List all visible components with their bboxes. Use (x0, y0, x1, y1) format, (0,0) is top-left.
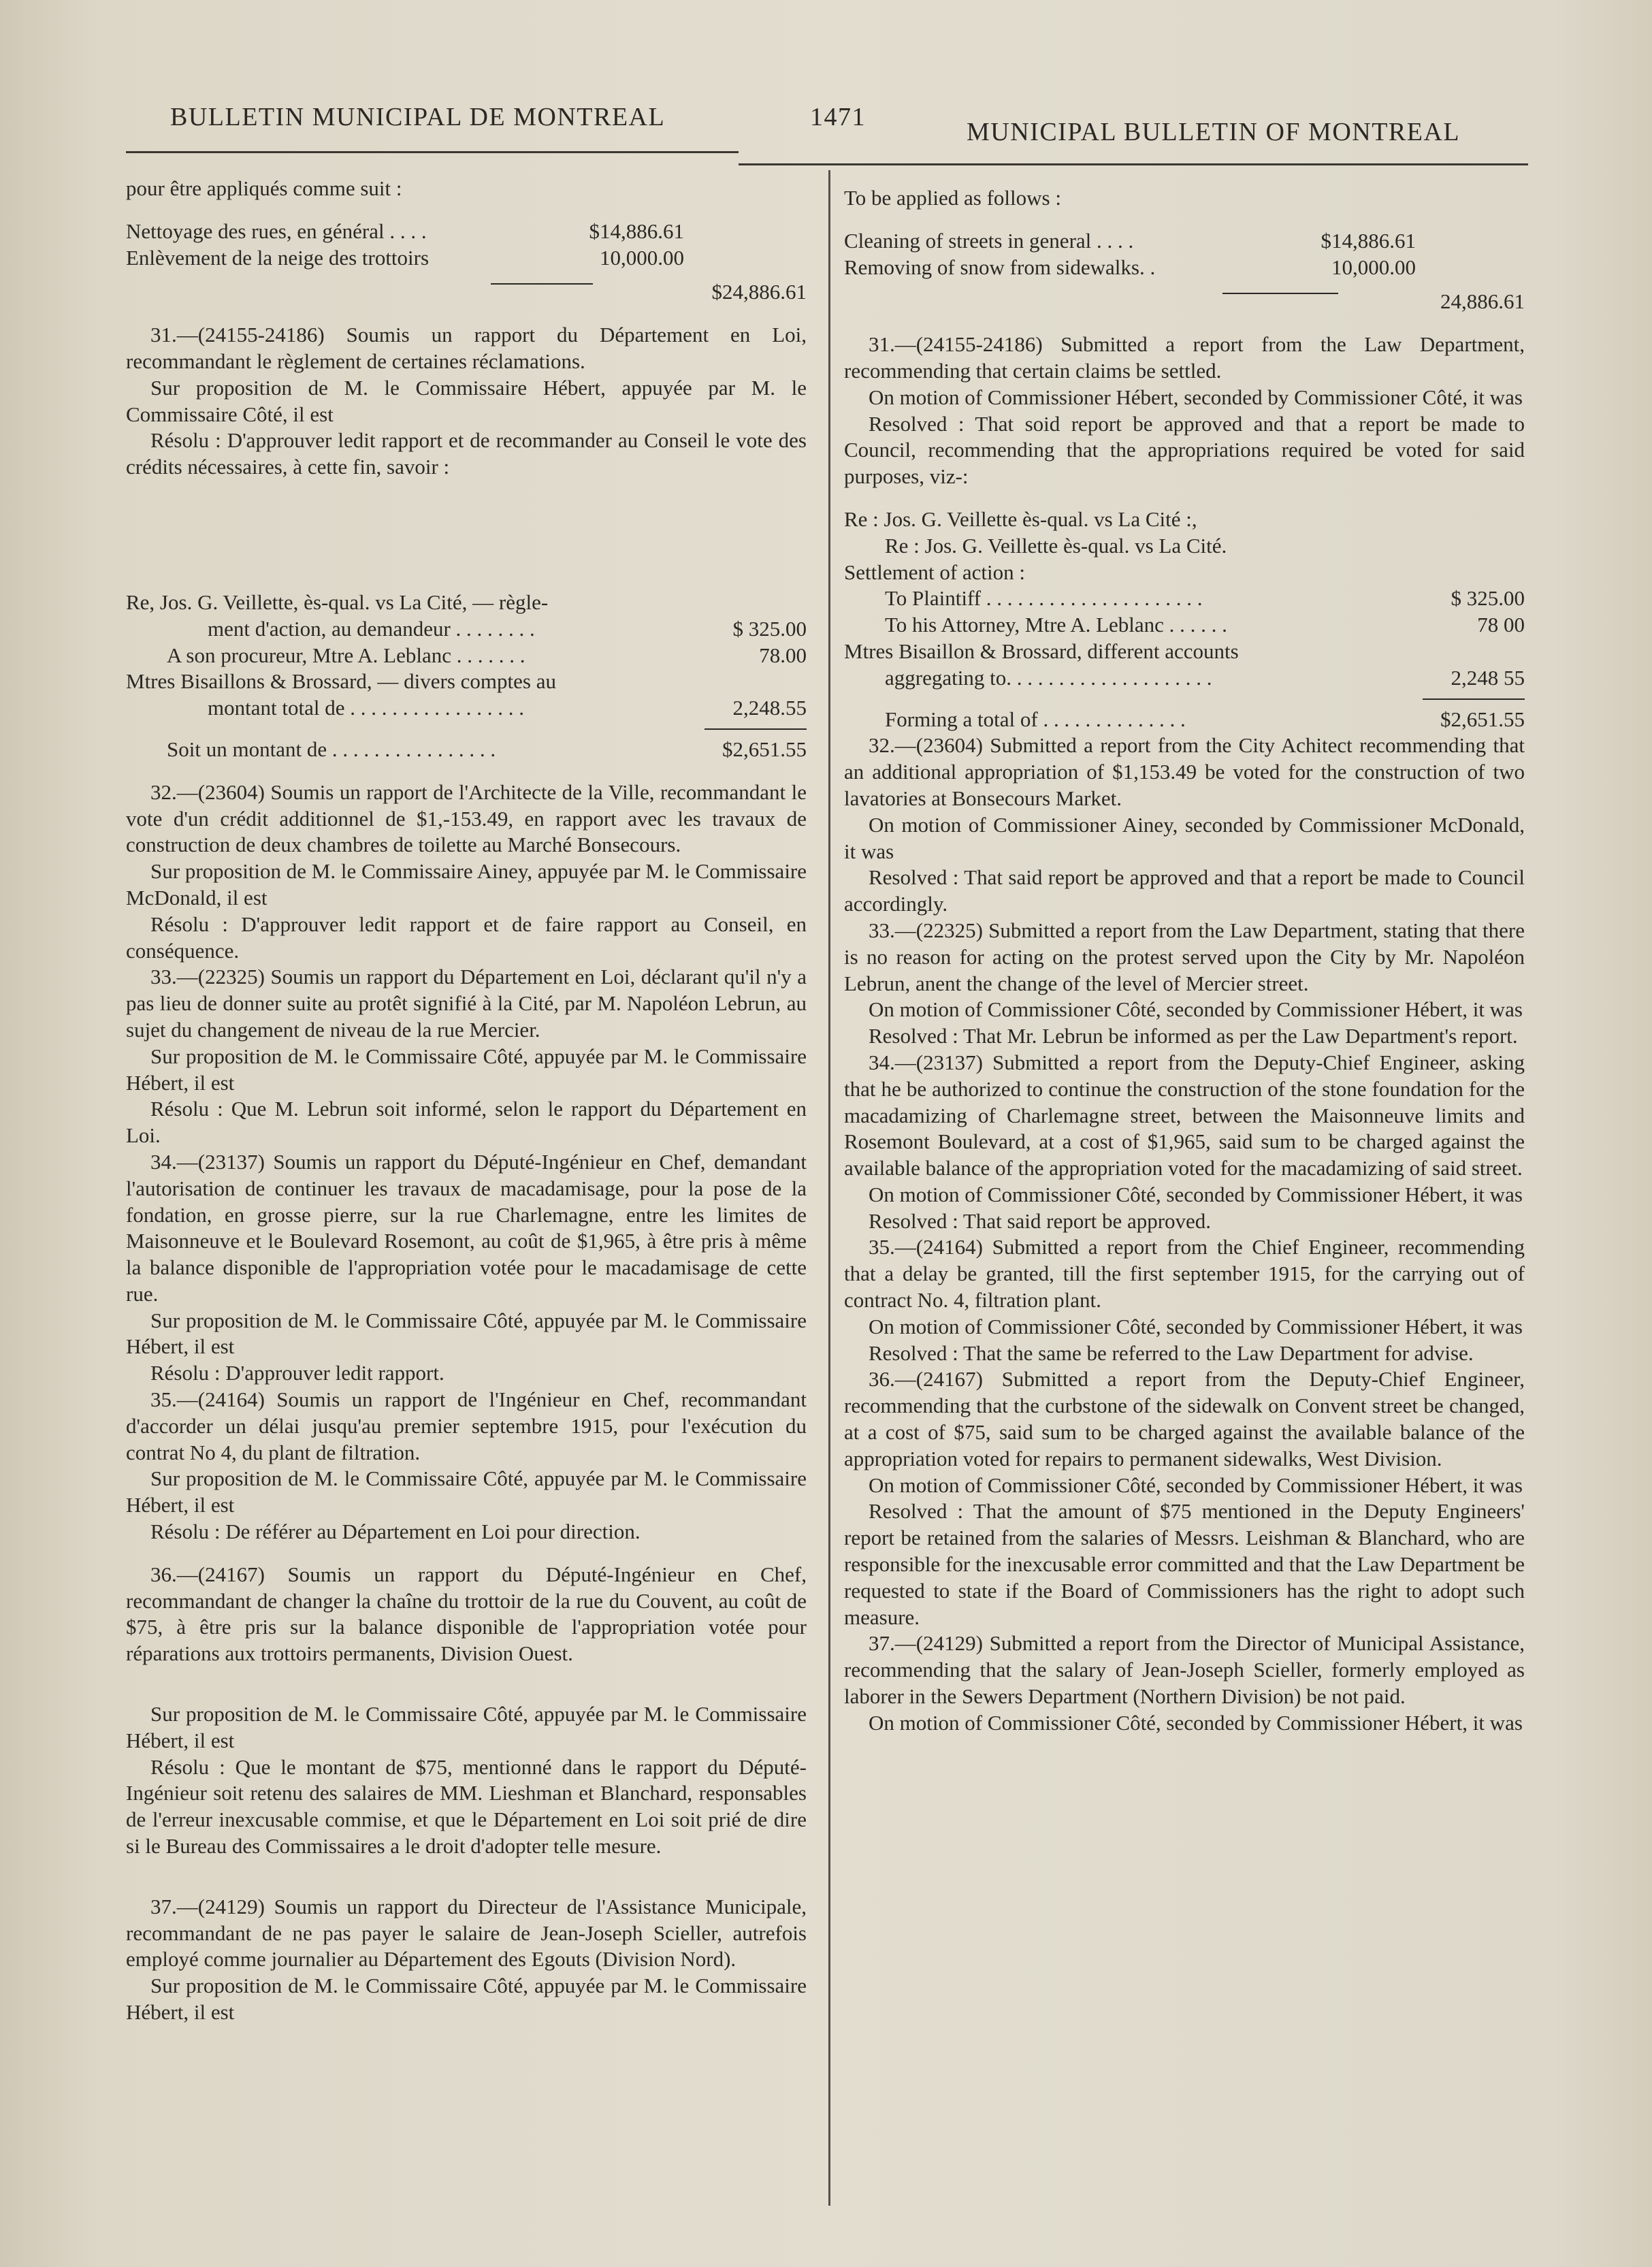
en-claim-text: To his Attorney, Mtre A. Leblanc . . . . . . (885, 613, 1227, 637)
en-item-35-motion: On motion of Commissioner Côté, seconded by Commissioner Hébert, it was (869, 1314, 1523, 1338)
en-claim-text: Mtres Bisaillon & Brossard, different accounts (844, 639, 1239, 663)
fr-total-row (126, 737, 807, 763)
english-column (844, 185, 1525, 1737)
fr-item-37: 37.—(24129) Soumis un rapport du Directeur de l'Assistance Municipale, recommandant de ne pas payer le salaire de Jean-Joseph Scieller, autrefois employé comme journalier au Département des Egouts (Division Nord). (126, 1894, 807, 1972)
fr-item-amount: 10,000.00 (600, 245, 684, 270)
en-item-37: 37.—(24129) Submitted a report from the Director of Municipal Assistance, recommending that the salary of Jean-Joseph Scieller, formerly employed as laborer in the Sewers Department (Northern Division) be not paid. (844, 1631, 1525, 1709)
en-item-35: 35.—(24164) Submitted a report from the Chief Engineer, recommending that a delay be granted, till the first september 1915, for the carrying out of contract No. 4, filtration plant. (844, 1235, 1525, 1313)
en-item-label: Removing of snow from sidewalks. . (844, 255, 1156, 279)
en-claim-line (844, 507, 1525, 533)
header-rule-left (126, 151, 739, 153)
en-claim-line (844, 639, 1525, 665)
fr-item-33-motion: Sur proposition de M. le Commissaire Côté, appuyée par M. le Commissaire Hébert, il est (126, 1044, 807, 1095)
en-subtotal-row (844, 280, 1525, 315)
fr-claim-line (126, 669, 807, 695)
fr-item-36-motion: Sur proposition de M. le Commissaire Côté, appuyée par M. le Commissaire Hébert, il est (126, 1702, 807, 1752)
fr-item-35-motion: Sur proposition de M. le Commissaire Côté, appuyée par M. le Commissaire Hébert, il est (126, 1466, 807, 1517)
en-item-36-resolution: Resolved : That the amount of $75 mentioned in the Deputy Engineers' report be retained from the salaries of Messrs. Leishman & Blanchard, who are responsible for the inexcusable error committed and that the Law Department be requested to state if the Board of Commissioners has the right to adopt such measure. (844, 1499, 1525, 1629)
fr-item-33-resolution: Résolu : Que M. Lebrun soit informé, selon le rapport du Département en Loi. (126, 1097, 807, 1148)
fr-claim-amount: 78.00 (759, 643, 807, 667)
fr-claim-text: Re, Jos. G. Veillette, ès-qual. vs La Cité, — règle- (126, 590, 549, 614)
en-item-amount: 10,000.00 (1331, 255, 1416, 279)
en-item-32-motion: On motion of Commissioner Ainey, seconded by Commissioner McDonald, it was (844, 812, 1525, 863)
fr-claim-text: ment d'action, au demandeur . . . . . . . . (208, 616, 535, 641)
en-claim-text: Re : Jos. G. Veillette ès-qual. vs La Cité. (885, 533, 1227, 558)
page-number: 1471 (810, 103, 866, 131)
en-total-row (844, 707, 1525, 733)
en-subtotal: 24,886.61 (1440, 289, 1525, 314)
en-item-35-resolution: Resolved : That the same be referred to the Law Department for advise. (869, 1340, 1474, 1365)
column-divider (828, 170, 830, 2206)
fr-claim-amount: 2,248.55 (732, 696, 807, 720)
fr-item-31-motion: Sur proposition de M. le Commissaire Hébert, appuyée par M. le Commissaire Côté, il est (126, 375, 807, 426)
en-item-31: 31.—(24155-24186) Submitted a report from the Law Department, recommending that certain claims be settled. (844, 332, 1525, 383)
en-item-amount: $14,886.61 (1321, 228, 1416, 253)
fr-item-32: 32.—(23604) Soumis un rapport de l'Architecte de la Ville, recommandant le vote d'un crédit additionnel de $1,-153.49, en rapport avec les travaux de construction de deux chambres de toilette au Marché Bonsecours. (126, 779, 807, 857)
en-item-34-resolution: Resolved : That said report be approved. (869, 1208, 1212, 1233)
en-item-37-motion: On motion of Commissioner Côté, seconded by Commissioner Hébert, it was (869, 1710, 1523, 1735)
fr-subtotal: $24,886.61 (711, 280, 807, 304)
fr-item-34-motion: Sur proposition de M. le Commissaire Côté, appuyée par M. le Commissaire Hébert, il est (126, 1308, 807, 1359)
en-claim-line (844, 612, 1525, 639)
fr-item-31-resolution: Résolu : D'approuver ledit rapport et de recommander au Conseil le vote des crédits nécessaires, à cette fin, savoir : (126, 428, 807, 479)
en-total-amount: $2,651.55 (1440, 707, 1525, 731)
fr-claim-text: A son procureur, Mtre A. Leblanc . . . . . . . (167, 643, 525, 667)
en-item-33: 33.—(22325) Submitted a report from the Law Department, stating that there is no reason for acting on the protest served upon the City by Mr. Napoléon Lebrun, anent the change of the level of Mercier street. (844, 918, 1525, 995)
fr-item-34: 34.—(23137) Soumis un rapport du Député-Ingénieur en Chef, demandant l'autorisation de continuer les travaux de macadamisage, pour la pose de la fondation, en grosse pierre, sur la rue Charlemagne, entre les limites de Maisonneuve et le Boulevard Rosemont, au coût de $1,965, à être pris à même la balance disponible de l'appropriation votée pour le macadamisage de cette rue. (126, 1149, 807, 1306)
en-claim-text: Re : Jos. G. Veillette ès-qual. vs La Cité :, (844, 507, 1197, 531)
french-column (126, 176, 807, 2026)
en-item-33-resolution: Resolved : That Mr. Lebrun be informed as per the Law Department's report. (869, 1024, 1518, 1048)
header-rule-right (739, 163, 1528, 165)
en-item-32-resolution: Resolved : That said report be approved and that a report be made to Council accordingly. (844, 865, 1525, 916)
fr-item-35: 35.—(24164) Soumis un rapport de l'Ingénieur en Chef, recommandant d'accorder un délai jusqu'au premier septembre 1915, pour l'exécution du contrat No 4, du plant de filtration. (126, 1387, 807, 1464)
fr-item-label: Nettoyage des rues, en général . . . . (126, 219, 427, 243)
en-claim-amount: $ 325.00 (1451, 586, 1525, 611)
fr-claim-text: montant total de . . . . . . . . . . . . . . . . . (208, 696, 524, 720)
header-left-title: BULLETIN MUNICIPAL DE MONTREAL (170, 103, 666, 131)
en-item-34-motion: On motion of Commissioner Côté, seconded by Commissioner Hébert, it was (869, 1182, 1523, 1206)
en-claim-text: aggregating to. . . . . . . . . . . . . . . . . . . . (885, 665, 1212, 690)
en-claim-amount: 2,248 55 (1451, 665, 1525, 690)
fr-item-33: 33.—(22325) Soumis un rapport du Département en Loi, déclarant qu'il n'y a pas lieu de donner suite au protêt signifié à la Cité, par M. Napoléon Lebrun, au sujet du changement de niveau de la rue Mercier. (126, 965, 807, 1042)
fr-claim-line (126, 643, 807, 669)
fr-item-34-resolution: Résolu : D'approuver ledit rapport. (150, 1361, 444, 1385)
fr-item-32-resolution: Résolu : D'approuver ledit rapport et de faire rapport au Conseil, en conséquence. (126, 912, 807, 963)
fr-intro: pour être appliqués comme suit : (126, 176, 402, 200)
en-claim-line (844, 665, 1525, 692)
en-item-36: 36.—(24167) Submitted a report from the Deputy-Chief Engineer, recommending that the curbstone of the sidewalk on Convent street be changed, at a cost of $75, said sum to be charged against the available balance of the appropriation voted for repairs to permanent sidewalks, West Division. (844, 1367, 1525, 1470)
fr-total-amount: $2,651.55 (722, 737, 807, 761)
fr-item-37-motion: Sur proposition de M. le Commissaire Côté, appuyée par M. le Commissaire Hébert, il est (126, 1974, 807, 2025)
fr-item-35-resolution: Résolu : De référer au Département en Loi pour direction. (150, 1520, 641, 1544)
en-item-34: 34.—(23137) Submitted a report from the Deputy-Chief Engineer, asking that he be authorized to continue the construction of the stone foundation for the macadamizing of Charlemagne street, between the Maisonneuve limits and Rosemont Boulevard, at a cost of $1,965, said sum to be charged against the available balance of the appropriation voted for the macadamizing of said street. (844, 1050, 1525, 1180)
header-right-title: MUNICIPAL BULLETIN OF MONTREAL (967, 118, 1461, 146)
en-item-32: 32.—(23604) Submitted a report from the City Achitect recommending that an additional appropriation of $1,153.49 be voted for the construction of two lavatories at Bonsecours Market. (844, 733, 1525, 810)
fr-item-32-motion: Sur proposition de M. le Commissaire Ainey, appuyée par M. le Commissaire McDonald, il est (126, 859, 807, 910)
fr-item-label: Enlèvement de la neige des trottoirs (126, 245, 430, 270)
en-claim-text: Settlement of action : (844, 560, 1026, 584)
fr-claim-line (126, 590, 807, 616)
en-claim-amount: 78 00 (1477, 613, 1525, 637)
en-intro: To be applied as follows : (844, 186, 1061, 210)
en-item-36-motion: On motion of Commissioner Côté, seconded by Commissioner Hébert, it was (869, 1473, 1523, 1497)
en-claim-line (844, 560, 1525, 586)
fr-item-row (126, 245, 807, 272)
fr-item-row (126, 219, 807, 245)
en-item-33-motion: On motion of Commissioner Côté, seconded by Commissioner Hébert, it was (869, 997, 1523, 1022)
en-claim-line (844, 585, 1525, 612)
fr-total-label: Soit un montant de . . . . . . . . . . . . . . . . (167, 737, 496, 761)
fr-claim-text: Mtres Bisaillons & Brossard, — divers comptes au (126, 669, 556, 694)
fr-claim-amount: $ 325.00 (732, 616, 807, 641)
fr-item-amount: $14,886.61 (589, 219, 684, 243)
fr-item-36-resolution: Résolu : Que le montant de $75, mentionné dans le rapport du Député-Ingénieur soit retenu des salaires de MM. Lieshman et Blanchard, responsables de l'erreur inexcusable commise, et que le Département en Loi soit prié de dire si le Bureau des Commissaires a le droit d'adopter telle mesure. (126, 1754, 807, 1859)
en-item-31-resolution: Resolved : That soid report be approved and that a report be made to Council, recommending that the appropriations required be voted for said purposes, viz-: (844, 411, 1525, 489)
en-item-label: Cleaning of streets in general . . . . (844, 228, 1134, 253)
fr-item-31: 31.—(24155-24186) Soumis un rapport du Département en Loi, recommandant le règlement de certaines réclamations. (126, 323, 807, 373)
en-claim-line (844, 533, 1525, 560)
en-item-31-motion: On motion of Commissioner Hébert, seconded by Commissioner Côté, it was (869, 385, 1523, 409)
en-claim-text: To Plaintiff . . . . . . . . . . . . . . . . . . . . . (885, 586, 1203, 611)
fr-subtotal-row (126, 271, 807, 306)
en-item-row (844, 228, 1525, 255)
fr-claim-line (126, 616, 807, 643)
fr-claim-line (126, 695, 807, 722)
en-item-row (844, 255, 1525, 281)
en-total-label: Forming a total of . . . . . . . . . . . . . . (885, 707, 1186, 731)
fr-item-36: 36.—(24167) Soumis un rapport du Député-Ingénieur en Chef, recommandant de changer la chaîne du trottoir de la rue du Couvent, au coût de $75, à être pris sur la balance disponible de l'appropriation votée pour réparations aux trottoirs permanents, Division Ouest. (126, 1562, 807, 1666)
